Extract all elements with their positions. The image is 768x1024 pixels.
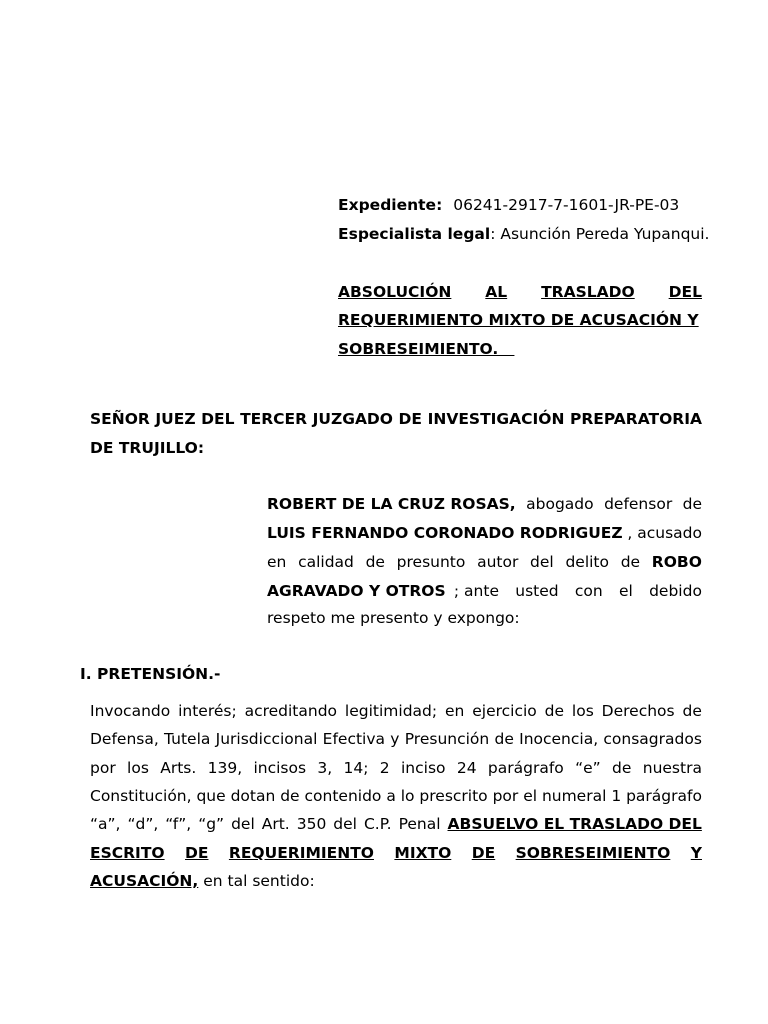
body-word: Y (690, 844, 702, 862)
body-line-1 (90, 697, 702, 726)
intro-line-3 (267, 548, 702, 577)
body-word: contenido (304, 787, 382, 805)
intro-word: autor (477, 553, 519, 571)
expediente-line (338, 194, 679, 216)
sumilla-word: TRASLADO (541, 283, 635, 301)
body-word: DE (471, 844, 496, 862)
intro-word: , acusado (627, 524, 702, 542)
acusacion-word: ACUSACIÓN, (90, 872, 199, 890)
body-word: que (196, 787, 226, 805)
addressee-word: JUZGADO (312, 410, 393, 428)
body-word: de (494, 730, 514, 748)
intro-word: con (574, 582, 603, 600)
body-word: numeral (541, 787, 607, 805)
body-word: lo (400, 787, 415, 805)
body-word: Tutela (164, 730, 211, 748)
body-word: acreditando (244, 702, 338, 720)
sumilla-line-2: REQUERIMIENTO MIXTO DE ACUSACIÓN Y (338, 311, 699, 329)
body-word: “g” (198, 815, 225, 833)
body-line-2 (90, 725, 702, 754)
body-line-6 (90, 839, 702, 868)
body-word: los (127, 759, 149, 777)
sumilla-line-3: SOBRESEIMIENTO. (338, 340, 515, 358)
body-word: dotan (230, 787, 276, 805)
intro-line-4 (267, 577, 702, 606)
intro-word: en (267, 553, 287, 571)
body-word: 24 (456, 759, 477, 777)
body-word: parágrafo (626, 787, 702, 805)
body-word: Art. (261, 815, 290, 833)
body-word: interés; (178, 702, 237, 720)
section-title: I. PRETENSIÓN.- (80, 665, 221, 683)
intro-word: el (618, 582, 633, 600)
intro-line-2 (267, 519, 702, 548)
body-word: por (492, 787, 519, 805)
body-word: nuestra (642, 759, 702, 777)
absuelvo-phrase: ABSUELVO EL TRASLADO DEL (447, 815, 702, 833)
defender-name: ROBERT DE LA CRUZ ROSAS, (267, 495, 516, 513)
body-word: ejercicio (472, 702, 537, 720)
especialista-label: Especialista legal (338, 225, 491, 243)
body-word: en (444, 702, 465, 720)
body-word: DE (185, 844, 209, 862)
intro-word: debido (649, 582, 702, 600)
intro-word: de (620, 553, 641, 571)
body-text: en tal sentido: (198, 872, 315, 890)
addressee-word: PREPARATORIA (569, 410, 702, 428)
body-word: por (90, 759, 116, 777)
addressee-word: DE (398, 410, 423, 428)
intro-line-1 (267, 490, 702, 519)
body-word: “e” (575, 759, 601, 777)
body-word: 139, (207, 759, 243, 777)
addressee-line-1 (90, 405, 702, 434)
body-word: Jurisdiccional (215, 730, 318, 748)
body-word: y (390, 730, 400, 748)
body-word: inciso (401, 759, 446, 777)
body-word: consagrados (603, 730, 702, 748)
body-word: REQUERIMIENTO (228, 844, 374, 862)
body-word: de (612, 759, 632, 777)
intro-word: del (530, 553, 554, 571)
body-word: 14; (343, 759, 369, 777)
body-word: “a”, (90, 815, 121, 833)
addressee-word: SEÑOR (90, 410, 150, 428)
intro-line-5: respeto me presento y expongo: (267, 609, 520, 627)
especialista-value: : Asunción Pereda Yupanqui. (490, 225, 710, 243)
especialista-line (338, 223, 709, 245)
sumilla-word: AL (485, 283, 508, 301)
body-word: a (386, 787, 396, 805)
addressee-word: INVESTIGACIÓN (427, 410, 565, 428)
body-word: “f”, (165, 815, 192, 833)
body-word: legitimidad; (344, 702, 438, 720)
body-word: Penal (398, 815, 441, 833)
body-word: SOBRESEIMIENTO (515, 844, 671, 862)
body-word: los (571, 702, 594, 720)
body-word: MIXTO (394, 844, 452, 862)
intro-word: de (365, 553, 385, 571)
body-word: Efectiva (322, 730, 386, 748)
intro-word: de (682, 495, 702, 513)
body-line-4 (90, 782, 702, 811)
sumilla-word: DEL (668, 283, 702, 301)
body-word: de (280, 787, 300, 805)
addressee-word: TERCER (240, 410, 308, 428)
body-word: prescrito (419, 787, 488, 805)
body-word: de (682, 702, 702, 720)
body-word: Derechos (601, 702, 675, 720)
body-word: Presunción (404, 730, 490, 748)
body-word: Constitución, (90, 787, 192, 805)
body-word: de (544, 702, 565, 720)
expediente-value: 06241-2917-7-1601-JR-PE-03 (453, 196, 680, 214)
body-word: “d”, (127, 815, 159, 833)
crime-name-cont: AGRAVADO Y OTROS (267, 582, 446, 600)
addressee-word: JUEZ (155, 410, 196, 428)
body-line-7 (90, 867, 315, 896)
addressee-word: DEL (201, 410, 235, 428)
accused-name: LUIS FERNANDO CORONADO RODRIGUEZ (267, 524, 623, 542)
intro-word: abogado (526, 495, 594, 513)
body-word: Defensa, (90, 730, 159, 748)
intro-word: presunto (396, 553, 466, 571)
body-word: 3, (317, 759, 333, 777)
body-word: 1 (611, 787, 622, 805)
addressee-line-2: DE TRUJILLO: (90, 439, 205, 457)
intro-word: delito (565, 553, 609, 571)
intro-word: defensor (604, 495, 673, 513)
body-line-5 (90, 810, 702, 839)
intro-word: ; ante (453, 582, 499, 600)
crime-name: ROBO (651, 553, 702, 571)
body-word: C.P. (363, 815, 392, 833)
body-word: 2 (379, 759, 390, 777)
body-word: Invocando (90, 702, 171, 720)
body-line-3 (90, 754, 702, 783)
body-word: del (333, 815, 357, 833)
body-word: Arts. (160, 759, 197, 777)
intro-word: calidad (298, 553, 354, 571)
intro-word: usted (515, 582, 559, 600)
body-word: parágrafo (487, 759, 564, 777)
sumilla-word: ABSOLUCIÓN (338, 283, 452, 301)
body-word: ESCRITO (90, 844, 165, 862)
body-word: del (231, 815, 255, 833)
sumilla-line-1 (338, 278, 702, 307)
expediente-label: Expediente: (338, 196, 443, 214)
body-word: Inocencia, (519, 730, 599, 748)
body-word: incisos (253, 759, 307, 777)
body-word: el (523, 787, 538, 805)
body-word: 350 (296, 815, 327, 833)
